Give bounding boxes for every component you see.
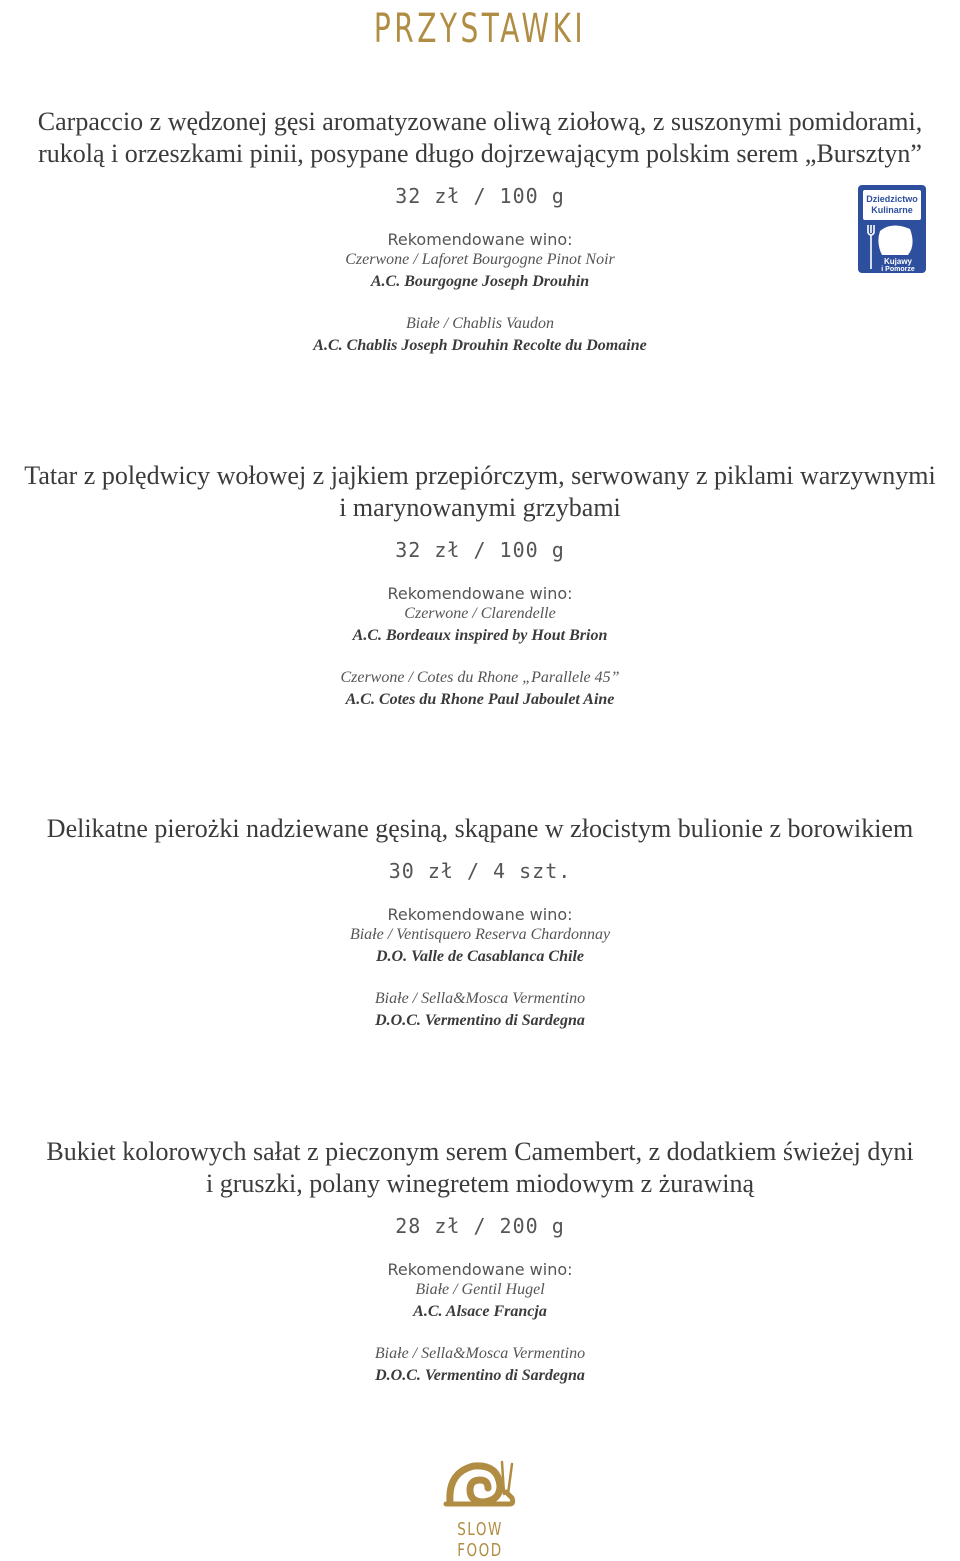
slow-food-logo [430, 1452, 530, 1561]
wine-appellation: A.C. Bourgogne Joseph Drouhin [370, 273, 590, 290]
dish-name-line: Delikatne pierożki nadziewane gęsiną, skąpane w złocistym bulionie z borowikiem [46, 814, 914, 843]
wine-appellation: D.O.C. Vermentino di Sardegna [375, 1367, 585, 1384]
wine-recommendation-label: Rekomendowane wino: [387, 584, 573, 603]
dish-bukiet-salat [0, 1136, 960, 1387]
wine-name: Czerwone / Laforet Bourgogne Pinot Noir [345, 251, 615, 268]
wine-name: Czerwone / Clarendelle [404, 605, 556, 622]
wine-appellation: D.O. Valle de Casablanca Chile [375, 948, 584, 965]
wine-appellation: A.C. Alsace Francja [413, 1303, 547, 1320]
wine-name: Białe / Chablis Vaudon [406, 315, 554, 332]
dish-name-line: Tatar z polędwicy wołowej z jajkiem przepiórczym, serwowany z piklami warzywnymi [24, 461, 936, 490]
badge-bottom-line2: i Pomorze [881, 266, 915, 273]
dish-price: 32 zł / 100 g [395, 184, 565, 208]
badge-top-text-line1: Dziedzictwo [866, 194, 918, 204]
dish-name-line: i gruszki, polany winegretem miodowym z żurawiną [205, 1169, 755, 1198]
dish-pierozki [0, 813, 960, 1032]
wine-name: Białe / Sella&Mosca Vermentino [374, 1345, 586, 1362]
wine-recommendation-label: Rekomendowane wino: [387, 905, 573, 924]
wine-name: Czerwone / Cotes du Rhone „Parallele 45” [340, 669, 620, 686]
badge-bottom-line1: Kujawy [883, 257, 913, 266]
dish-tatar [0, 460, 960, 711]
wine-recommendation-label: Rekomendowane wino: [387, 230, 573, 249]
wine-name: Białe / Ventisquero Reserva Chardonnay [349, 926, 611, 943]
dish-price: 28 zł / 200 g [395, 1214, 565, 1238]
dish-carpaccio [0, 106, 960, 357]
wine-appellation: D.O.C. Vermentino di Sardegna [375, 1012, 585, 1029]
badge-top-text-line2: Kulinarne [871, 205, 913, 215]
dish-name-line: Bukiet kolorowych sałat z pieczonym serem Camembert, z dodatkiem świeżej dyni [46, 1137, 914, 1166]
wine-appellation: A.C. Chablis Joseph Drouhin Recolte du Domaine [313, 337, 647, 354]
dish-price: 30 zł / 4 szt. [388, 859, 572, 883]
wine-appellation: A.C. Cotes du Rhone Paul Jaboulet Aine [345, 691, 615, 708]
dish-name-line: i marynowanymi grzybami [339, 493, 621, 522]
page-title: PRZYSTAWKI [373, 6, 587, 52]
wine-name: Białe / Sella&Mosca Vermentino [374, 990, 586, 1007]
wine-name: Białe / Gentil Hugel [415, 1281, 545, 1298]
wine-recommendation-label: Rekomendowane wino: [387, 1260, 573, 1279]
slow-food-text: SLOW FOOD [457, 1519, 503, 1561]
dish-name-line: Carpaccio z wędzonej gęsi aromatyzowane oliwą ziołową, z suszonymi pomidorami, [37, 107, 923, 136]
wine-appellation: A.C. Bordeaux inspired by Hout Brion [352, 627, 608, 644]
dish-name-line: rukolą i orzeszkami pinii, posypane długo dojrzewającym polskim serem „Bursztyn” [38, 139, 922, 168]
dish-price: 32 zł / 100 g [395, 538, 565, 562]
snail-icon [440, 1452, 520, 1512]
